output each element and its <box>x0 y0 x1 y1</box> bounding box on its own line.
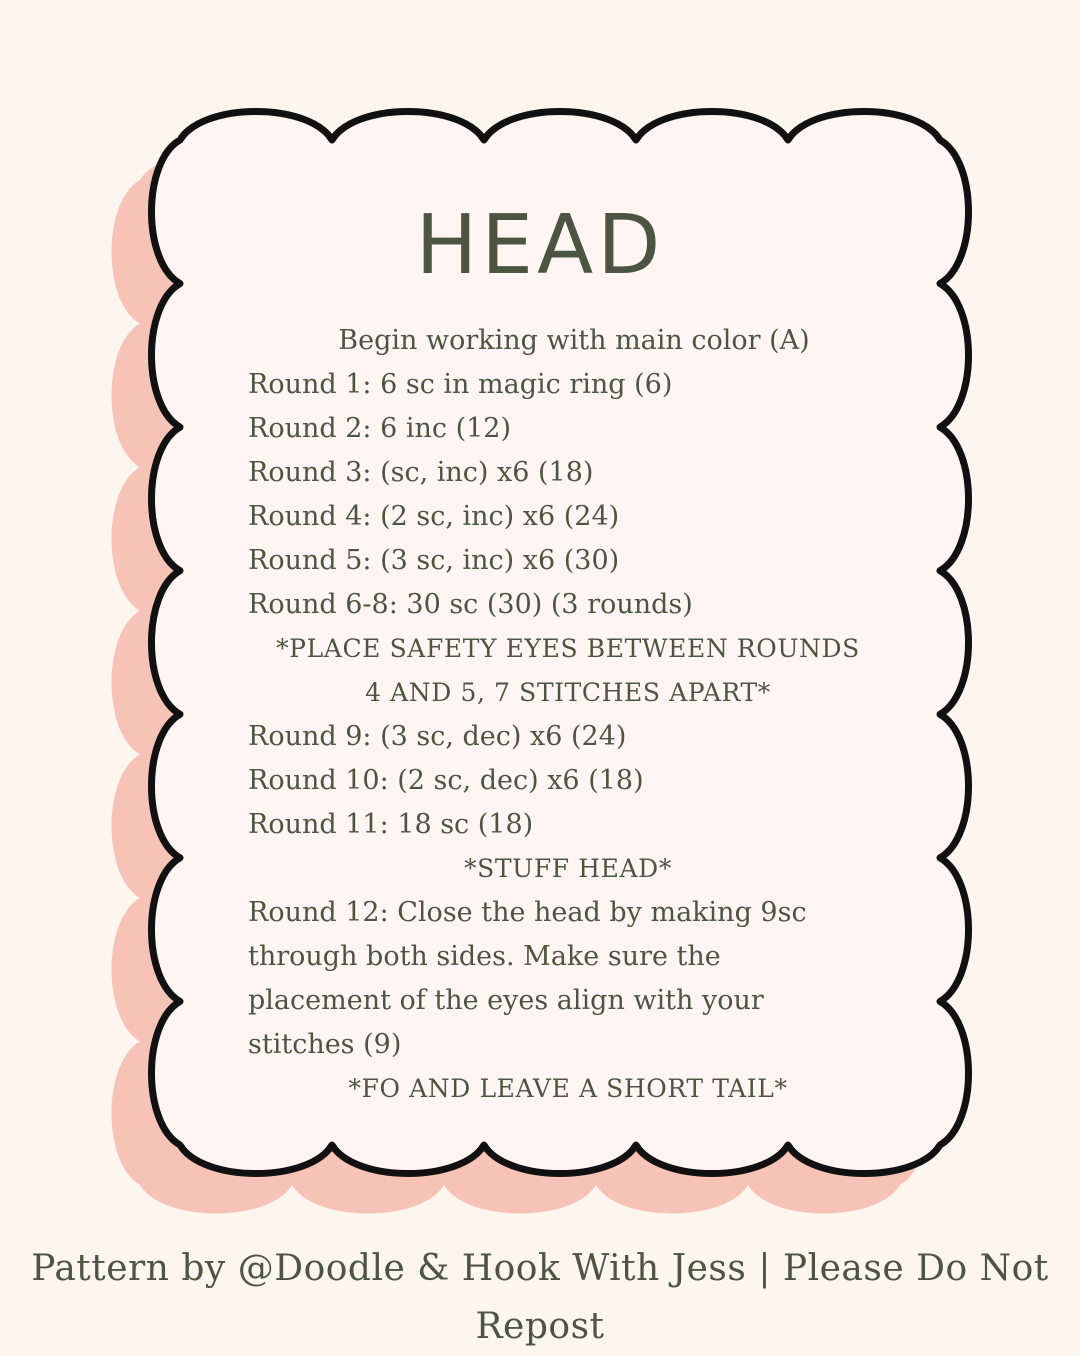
footer-credit <box>30 1240 1050 1356</box>
instruction-round-9: Round 9: (3 sc, dec) x6 (24) <box>248 721 627 752</box>
instruction-round-12-cont-1: through both sides. Make sure the <box>248 941 721 972</box>
instruction-round-1: Round 1: 6 sc in magic ring (6) <box>248 369 673 400</box>
instruction-round-3: Round 3: (sc, inc) x6 (18) <box>248 457 594 488</box>
instruction-round-12-cont-3: stitches (9) <box>248 1029 402 1060</box>
instruction-round-12-cont-2: placement of the eyes align with your <box>248 985 764 1016</box>
instruction-note-eyes-2: 4 AND 5, 7 STITCHES APART* <box>365 678 771 707</box>
instruction-round-4: Round 4: (2 sc, inc) x6 (24) <box>248 501 620 532</box>
page-title: HEAD <box>415 198 665 293</box>
footer-line-2: Repost <box>475 1306 605 1347</box>
instruction-note-fo: *FO AND LEAVE A SHORT TAIL* <box>348 1074 788 1103</box>
instruction-round-2: Round 2: 6 inc (12) <box>248 413 511 444</box>
instruction-intro: Begin working with main color (A) <box>338 325 810 356</box>
instruction-note-eyes-1: *PLACE SAFETY EYES BETWEEN ROUNDS <box>276 634 860 663</box>
instructions <box>248 319 888 1111</box>
instruction-round-10: Round 10: (2 sc, dec) x6 (18) <box>248 765 644 796</box>
instruction-round-12: Round 12: Close the head by making 9sc <box>248 897 807 928</box>
instruction-note-stuff: *STUFF HEAD* <box>464 854 672 883</box>
footer-line-1: Pattern by @Doodle & Hook With Jess | Please Do Not <box>31 1248 1049 1289</box>
instruction-round-5: Round 5: (3 sc, inc) x6 (30) <box>248 545 620 576</box>
instruction-round-11: Round 11: 18 sc (18) <box>248 809 534 840</box>
instruction-round-6-8: Round 6-8: 30 sc (30) (3 rounds) <box>248 589 693 620</box>
